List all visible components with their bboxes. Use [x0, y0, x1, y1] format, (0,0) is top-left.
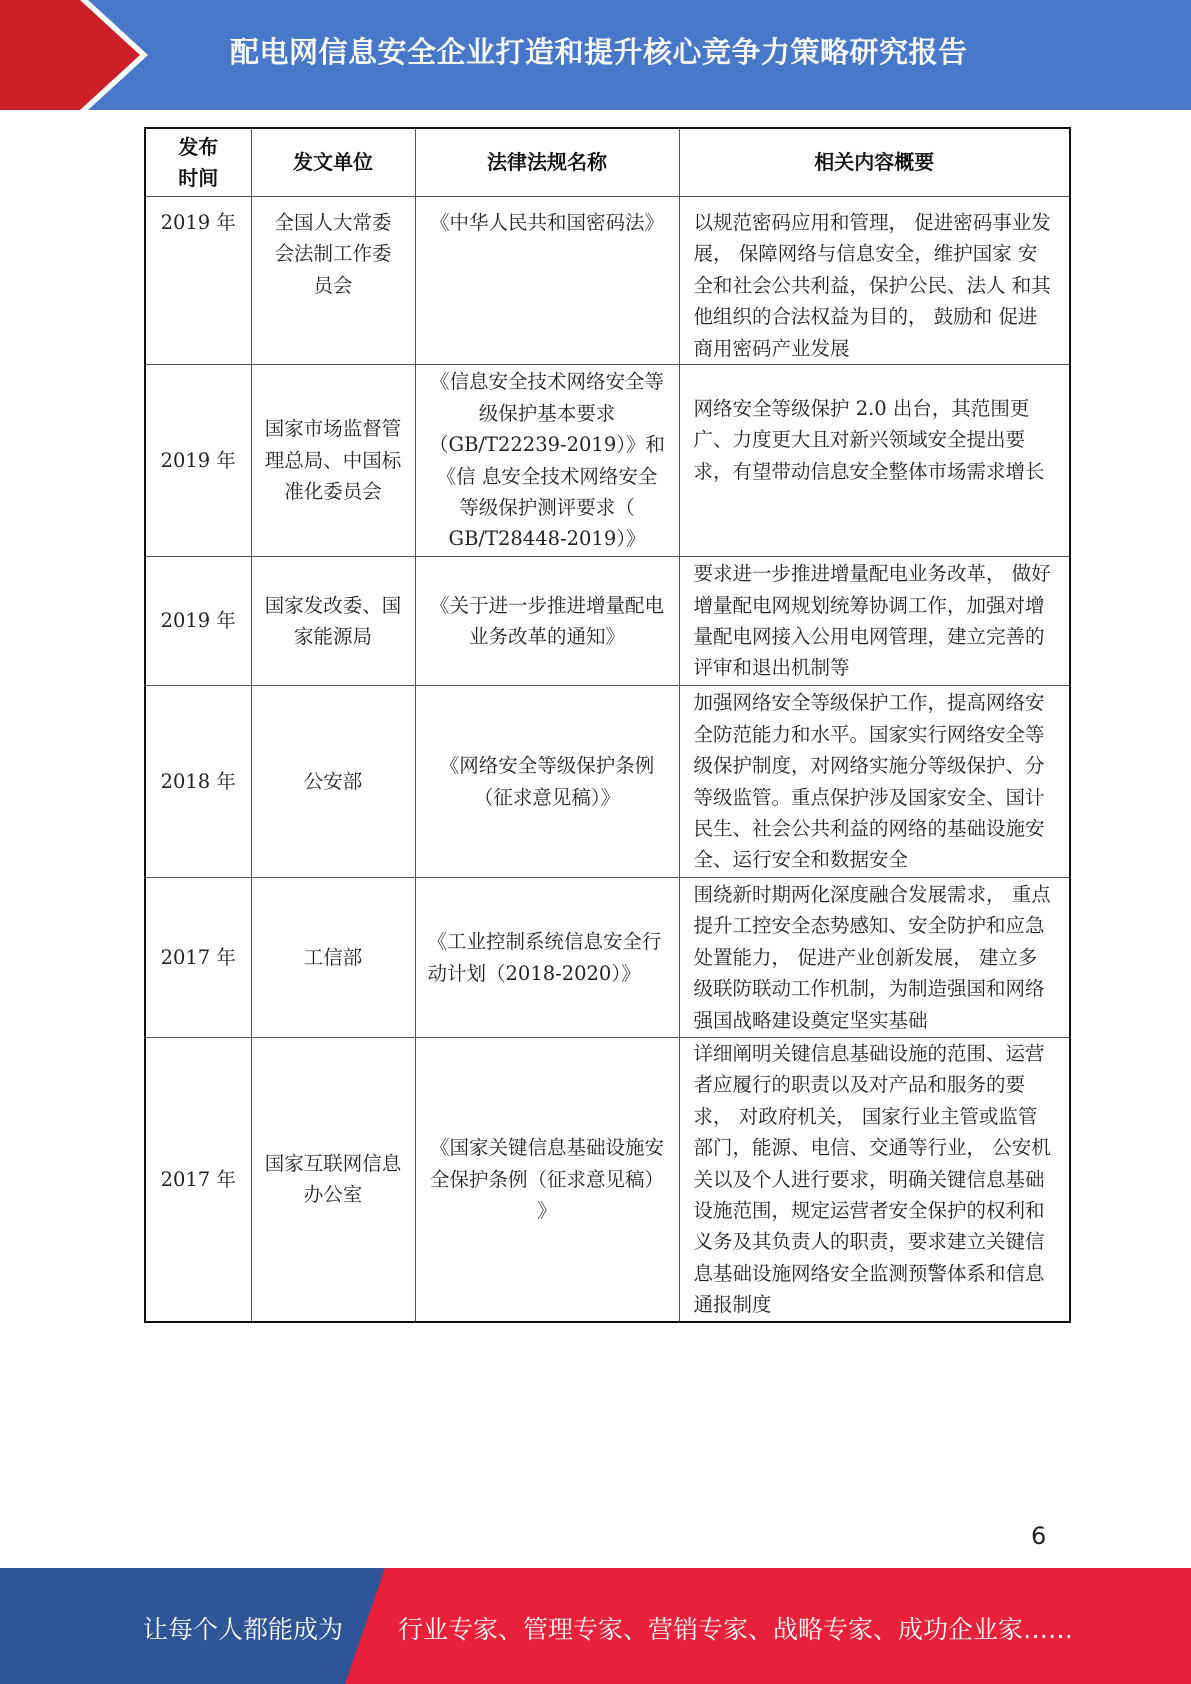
cell-law: 《网络安全等级保护条例（征求意见稿）》 [415, 686, 679, 878]
col-header-date-l1: 发布 [178, 134, 219, 159]
table-row [145, 1038, 1070, 1322]
header-title: 配电网信息安全企业打造和提升核心竞争力策略研究报告 [230, 35, 968, 69]
cell-summary: 网络安全等级保护 2.0 出台，其范围更广、力度更大且对新兴领域安全提出要求，有望带动信息安全整体市场需求增长 [679, 365, 1070, 557]
table-row [145, 878, 1070, 1038]
cell-date: 2019 年 [145, 557, 251, 686]
footer-slogan-left: 让每个人都能成为 [143, 1615, 344, 1644]
cell-date: 2018 年 [145, 686, 251, 878]
cell-issuer: 国家互联网信息办公室 [251, 1038, 415, 1322]
cell-date: 2019 年 [145, 365, 251, 557]
cell-law: 《中华人民共和国密码法》 [415, 197, 679, 365]
col-header-date [145, 128, 251, 197]
cell-law: 《关于进一步推进增量配电业务改革的通知》 [415, 557, 679, 686]
issuer-l3: 员会 [313, 273, 353, 297]
cell-issuer: 国家发改委、国家能源局 [251, 557, 415, 686]
header-red-chevron [0, 0, 160, 110]
cell-summary: 加强网络安全等级保护工作，提高网络安全防范能力和水平。国家实行网络安全等级保护制度，对网络实施分等级保护、分等级监管。重点保护涉及国家安全、国计民生、社会公共利益的网络的基础设施安全、运行安全和数据安全 [679, 686, 1070, 878]
page-footer [0, 1568, 1191, 1684]
cell-date: 2017 年 [145, 878, 251, 1038]
table-row [145, 557, 1070, 686]
cell-law: 《工业控制系统信息安全行动计划（2018-2020）》 [415, 878, 679, 1038]
issuer-l1: 全国人大常委 [274, 211, 392, 234]
cell-law: 《国家关键信息基础设施安全保护条例（征求意见稿） 》 [415, 1038, 679, 1322]
col-header-date-l2: 时间 [178, 165, 219, 190]
regulation-table [144, 127, 1071, 1323]
issuer-l2: 会法制工作委 [274, 242, 392, 266]
table-row [145, 197, 1070, 365]
table-header-row [145, 128, 1070, 197]
table-row [145, 365, 1070, 557]
cell-summary: 围绕新时期两化深度融合发展需求， 重点提升工控安全态势感知、安全防护和应急处置能力， 促进产业创新发展， 建立多级联防联动工作机制，为制造强国和网络强国战略建设奠定坚实基础 [679, 878, 1070, 1038]
table-row [145, 686, 1070, 878]
cell-date: 2019 年 [145, 197, 251, 365]
col-header-issuer: 发文单位 [251, 128, 415, 197]
cell-summary: 以规范密码应用和管理， 促进密码事业发展， 保障网络与信息安全，维护国家 安全和社会公共利益，保护公民、法人 和其他组织的合法权益为目的， 鼓励和 促进商用密码产业发展 [679, 197, 1070, 365]
cell-issuer [251, 197, 415, 365]
cell-issuer: 国家市场监督管理总局、中国标准化委员会 [251, 365, 415, 557]
page-header [0, 0, 1191, 110]
col-header-law: 法律法规名称 [415, 128, 679, 197]
footer-slogan-right: 行业专家、管理专家、营销专家、战略专家、成功企业家…… [398, 1615, 1074, 1644]
cell-law: 《信息安全技术网络安全等级保护基本要求（GB/T22239-2019）》和《信 息安全技术网络安全等级保护测评要求（ GB/T28448-2019）》 [415, 365, 679, 557]
cell-date: 2017 年 [145, 1038, 251, 1322]
cell-issuer: 工信部 [251, 878, 415, 1038]
page-number: 6 [1031, 1522, 1047, 1550]
col-header-summary: 相关内容概要 [679, 128, 1070, 197]
cell-summary: 要求进一步推进增量配电业务改革， 做好增量配电网规划统筹协调工作，加强对增量配电网接入公用电网管理，建立完善的评审和退出机制等 [679, 557, 1070, 686]
cell-issuer: 公安部 [251, 686, 415, 878]
cell-summary: 详细阐明关键信息基础设施的范围、运营者应履行的职责以及对产品和服务的要求， 对政府机关， 国家行业主管或监管部门，能源、电信、交通等行业， 公安机关以及个人进行要求，明确关键信息基础设施范围，规定运营者安全保护的权利和义务及其负责人的职责，要求建立关键信息基础设施网络安全监测预警体系和信息通报制度 [679, 1038, 1070, 1322]
